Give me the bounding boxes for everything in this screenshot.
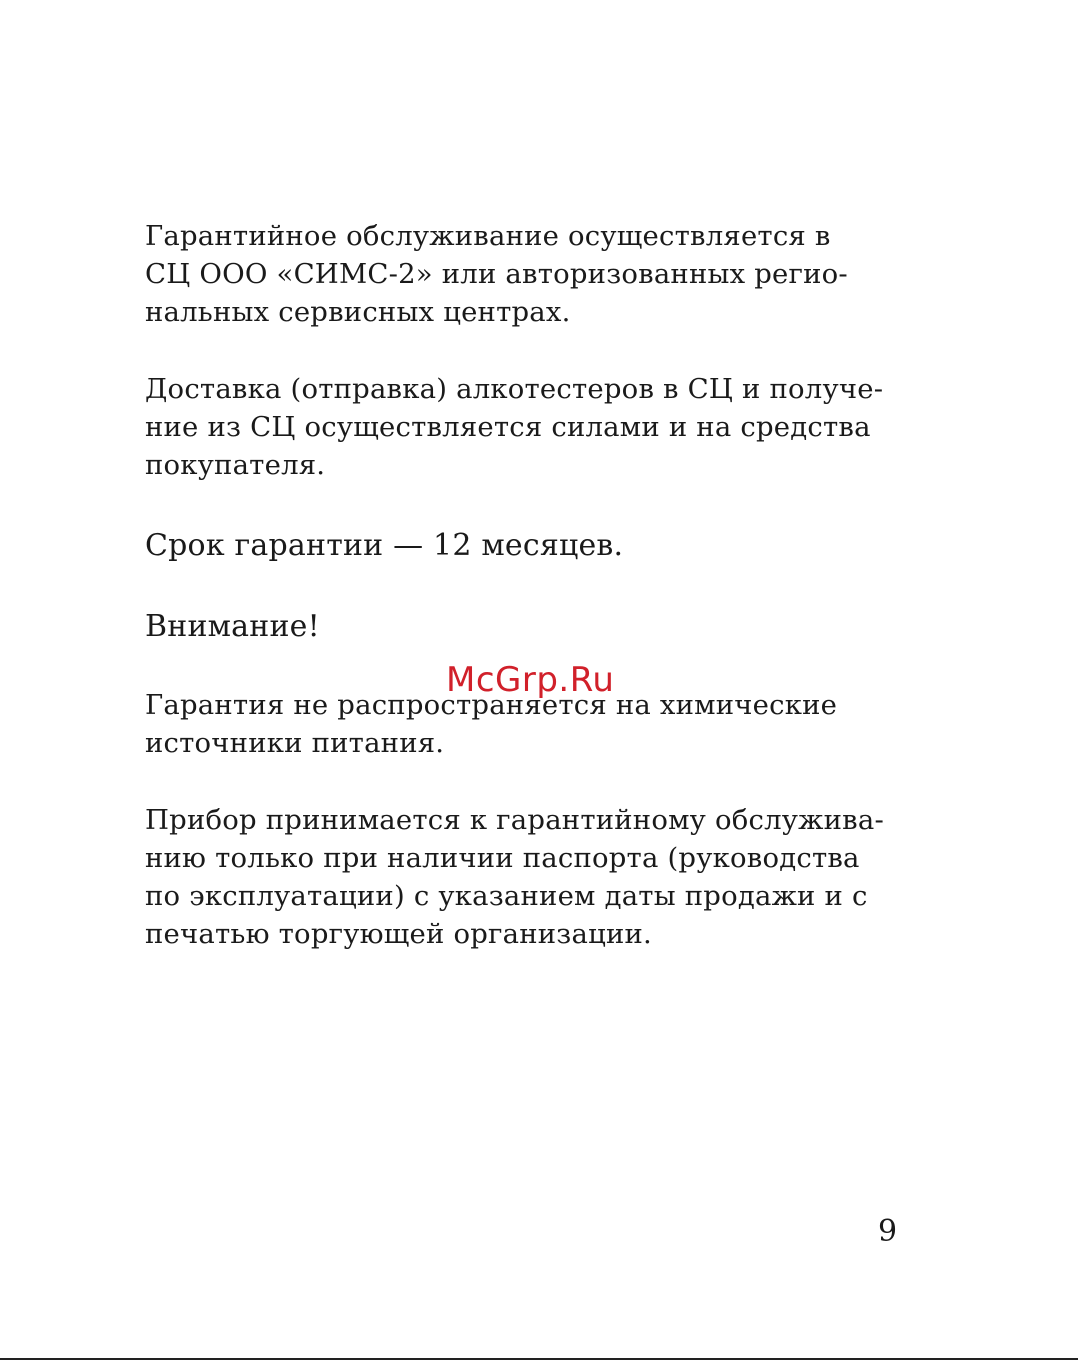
attention-heading-text: Внимание! <box>145 609 320 644</box>
warranty-term <box>145 527 945 565</box>
paragraph-line: СЦ ООО «СИМС-2» или авторизованных регио- <box>145 258 848 290</box>
paragraph-line: нию только при наличии паспорта (руководства <box>145 842 860 874</box>
paragraph-line: Гарантийное обслуживание осуществляется в <box>145 220 831 252</box>
paragraph-line: печатью торгующей организации. <box>145 918 652 950</box>
warranty-term-text: Срок гарантии — 12 месяцев. <box>145 528 624 563</box>
paragraph-line: ние из СЦ осуществляется силами и на средства <box>145 411 871 443</box>
paragraph-delivery <box>145 370 945 484</box>
paragraph-line: Гарантия не распространяется на химические <box>145 689 838 721</box>
paragraph-line: источники питания. <box>145 727 445 759</box>
paragraph-line: Доставка (отправка) алкотестеров в СЦ и получе- <box>145 373 884 405</box>
paragraph-line: Прибор принимается к гарантийному обслужива- <box>145 804 884 836</box>
bottom-rule <box>0 1358 1078 1360</box>
page-number: 9 <box>878 1214 898 1249</box>
watermark: McGrp.Ru <box>446 660 615 700</box>
paragraph-line: нальных сервисных центрах. <box>145 296 571 328</box>
paragraph-line: по эксплуатации) с указанием даты продажи и с <box>145 880 868 912</box>
paragraph-warranty-service <box>145 217 945 331</box>
paragraph-acceptance-conditions <box>145 801 945 953</box>
attention-heading <box>145 608 945 646</box>
paragraph-line: покупателя. <box>145 449 326 481</box>
